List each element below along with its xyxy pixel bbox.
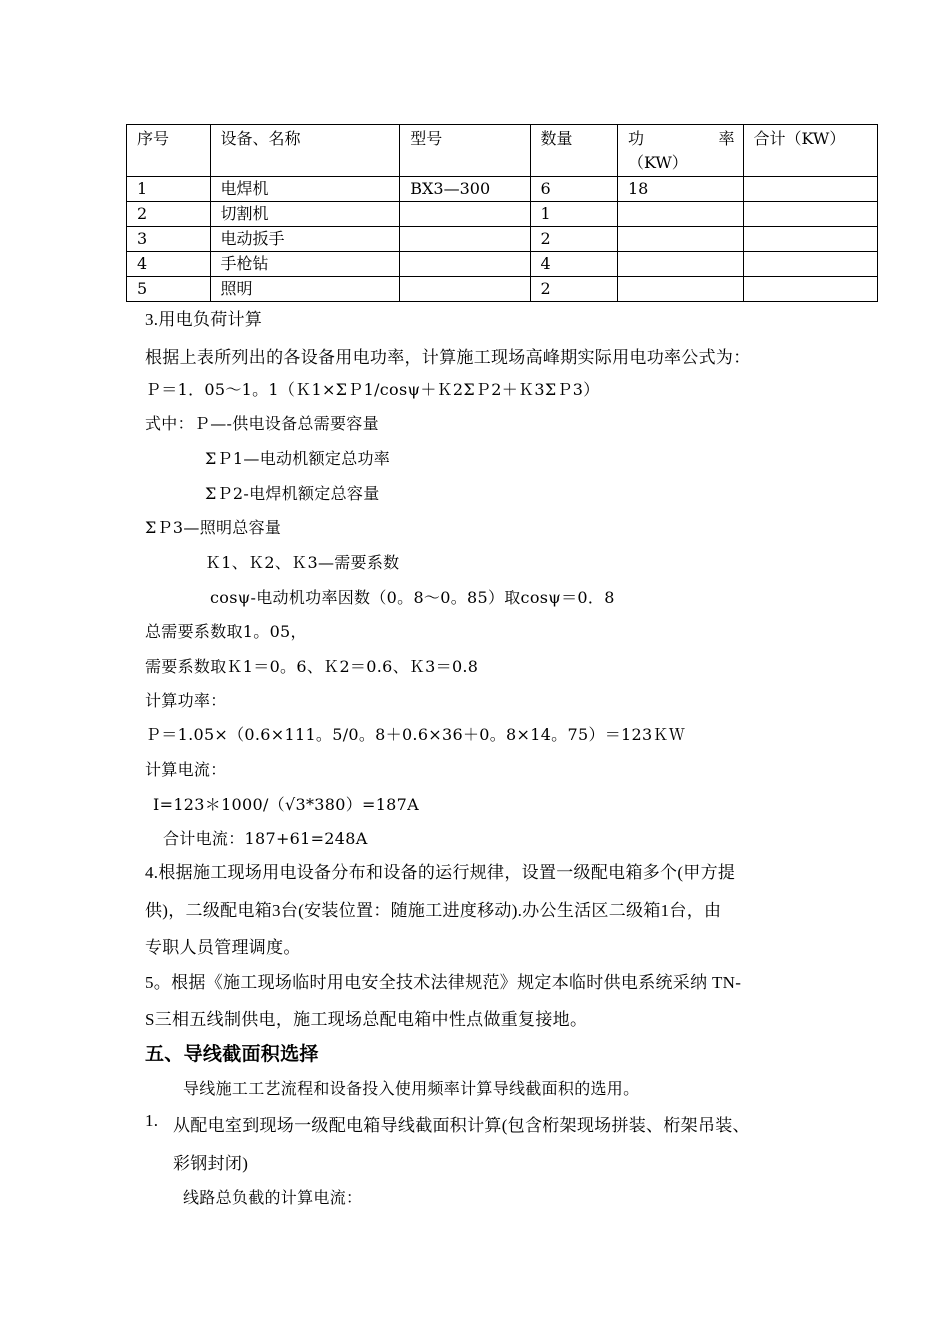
table-cell: 3: [127, 227, 211, 252]
paragraph-line: S三相五线制供电，施工现场总配电箱中性点做重复接地。: [145, 1010, 588, 1029]
equipment-table: [126, 124, 878, 302]
paragraph-line: 式中：Ｐ—-供电设备总需要容量: [145, 414, 379, 433]
paragraph-line: ΣＰ1—电动机额定总功率: [205, 449, 391, 468]
paragraph-line: 需要系数取Ｋ1＝0。6、Ｋ2＝0.6、Ｋ3＝0.8: [145, 657, 479, 676]
paragraph-line: cosψ-电动机功率因数（0。8～0。85）取cosψ＝0．8: [210, 588, 615, 607]
table-header-row: [127, 125, 878, 177]
table-cell: [743, 177, 878, 202]
paragraph-line: ΣＰ3—照明总容量: [145, 518, 282, 537]
table-cell: [400, 252, 530, 277]
paragraph-line: 总需要系数取1。05，: [145, 622, 307, 641]
table-row: [127, 177, 878, 202]
section-5-heading: 五、导线截面积选择: [145, 1043, 319, 1065]
table-cell: [617, 277, 743, 302]
table-cell: [743, 227, 878, 252]
table-row: [127, 252, 878, 277]
header-power-char2: 率: [718, 129, 735, 148]
paragraph-line: 计算功率：: [145, 691, 227, 710]
paragraph-line: 供)，二级配电箱3台(安装位置：随施工进度移动).办公生活区二级箱1台，由: [145, 901, 722, 920]
table-cell: 切割机: [210, 202, 400, 227]
table-cell: 2: [530, 227, 617, 252]
header-cell-power: [617, 125, 743, 177]
header-cell: 数量: [530, 125, 617, 177]
formula-line: Ｐ＝1.05×（0.6×111。5/0。8＋0.6×36＋0。8×14。75）＝123ＫＷ: [145, 725, 686, 744]
table-cell: [400, 227, 530, 252]
paragraph-line: Ｋ1、Ｋ2、Ｋ3—需要系数: [205, 553, 400, 572]
table-cell: [617, 227, 743, 252]
header-power-unit: （KW）: [627, 153, 688, 172]
table-cell: 手枪钻: [210, 252, 400, 277]
paragraph-line: 根据上表所列出的各设备用电功率，计算施工现场高峰期实际用电功率公式为：: [145, 348, 751, 367]
table-cell: [743, 252, 878, 277]
formula-line: Ｐ＝1．05～1。1（Ｋ1×ΣＰ1/cosψ＋Ｋ2ΣＰ2＋Ｋ3ΣＰ3）: [145, 380, 600, 399]
table-cell: 5: [127, 277, 211, 302]
paragraph-line: 线路总负截的计算电流：: [183, 1188, 363, 1207]
table-row: [127, 277, 878, 302]
table-cell: 4: [530, 252, 617, 277]
table-cell: 1: [530, 202, 617, 227]
formula-line: I=123＊1000/（√3*380）=187A: [153, 795, 419, 814]
table-cell: [743, 277, 878, 302]
paragraph-line: 4.根据施工现场用电设备分布和设备的运行规律，设置一级配电箱多个(甲方提: [145, 863, 736, 882]
list-number: 1.: [145, 1111, 159, 1130]
table-cell: 电焊机: [210, 177, 400, 202]
header-cell: 序号: [127, 125, 211, 177]
paragraph-line: 导线施工工艺流程和设备投入使用频率计算导线截面积的选用。: [183, 1079, 640, 1098]
table-cell: [743, 202, 878, 227]
table-cell: [400, 202, 530, 227]
table-cell: [617, 202, 743, 227]
table-cell: [400, 277, 530, 302]
table-cell: 电动扳手: [210, 227, 400, 252]
table-cell: 6: [530, 177, 617, 202]
section-3-title: 3.用电负荷计算: [145, 310, 263, 329]
table-cell: 照明: [210, 277, 400, 302]
paragraph-line: ΣＰ2-电焊机额定总容量: [205, 484, 380, 503]
table-cell: 18: [617, 177, 743, 202]
table-cell: BX3—300: [400, 177, 530, 202]
list-item-text: 从配电室到现场一级配电箱导线截面积计算(包含桁架现场拼装、桁架吊装、: [173, 1116, 750, 1135]
table-cell: 2: [530, 277, 617, 302]
table-cell: 1: [127, 177, 211, 202]
header-cell: 合计（KW）: [743, 125, 878, 177]
paragraph-line: 专职人员管理调度。: [145, 938, 301, 957]
header-cell: 型号: [400, 125, 530, 177]
header-cell: 设备、名称: [210, 125, 400, 177]
paragraph-line: 5。根据《施工现场临时用电安全技术法律规范》规定本临时供电系统采纳 TN-: [145, 973, 742, 992]
paragraph-line: 合计电流：187+61=248A: [163, 829, 368, 848]
table-cell: [617, 252, 743, 277]
table-cell: 4: [127, 252, 211, 277]
list-item-text: 彩钢封闭): [173, 1154, 249, 1173]
paragraph-line: 计算电流：: [145, 760, 227, 779]
table-row: [127, 202, 878, 227]
table-cell: 2: [127, 202, 211, 227]
header-power-char1: 功: [627, 129, 644, 148]
table-row: [127, 227, 878, 252]
